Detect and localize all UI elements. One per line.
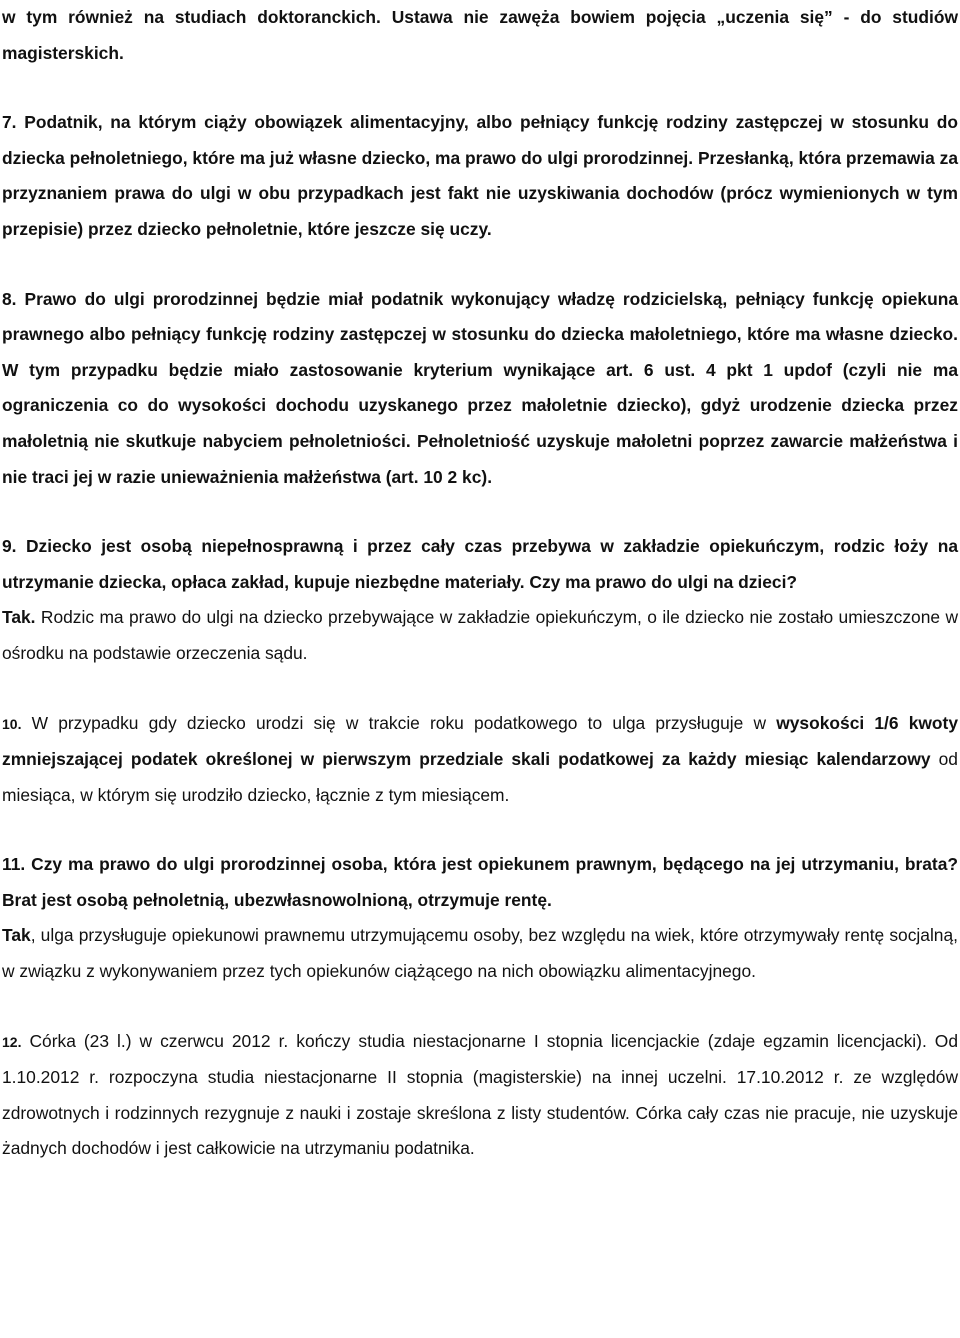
p8-text-d: Pełnoletniość uzyskuje małoletni poprzez zawarcie małżeństwa i nie traci jej w razie unieważnienia małżeństwa (art. 10 2 kc). xyxy=(2,430,959,487)
spacer xyxy=(2,71,958,105)
paragraph-9 xyxy=(2,529,958,600)
paragraph-12 xyxy=(2,1024,958,1167)
p9-text-a: 9. Dziecko jest osobą niepełnosprawną i przez cały czas przebywa w zakładzie opiekuńczym, rodzic łoży na utrzymanie dziecka, opłaca zakład, kupuje niezbędne materiały. xyxy=(2,536,958,592)
spacer xyxy=(2,813,958,847)
p10-text-b: wysokości 1/6 kwoty zmniejszającej podatek określonej w pierwszym przedziale skali podatkowej za każdy miesiąc kalendarzowy xyxy=(2,712,958,770)
paragraph-intro xyxy=(2,0,958,71)
p10-number: 10. xyxy=(2,715,22,732)
spacer xyxy=(2,495,958,529)
paragraph-11-answer xyxy=(2,918,958,989)
paragraph-10 xyxy=(2,706,958,814)
p12-text-a: Córka (23 l.) w czerwcu 2012 r. kończy studia niestacjonarne I stopnia licencjackie (zdaje egzamin licencjacki). Od 1.10.2012 r. rozpoczyna studia niestacjonarne II stopnia (magisterskie) na innej uczelni. 17.10.2012 r. ze względów zdrowotnych i rodzinnych rezygnuje z nauki i zostaje skreślona z listy studentów. Córka cały czas nie pracuje, nie uzyskuje żadnych dochodów i jest całkowicie na utrzymaniu podatnika. xyxy=(2,1030,958,1159)
p7-text-a: 7. Podatnik, na którym ciąży obowiązek alimentacyjny, albo pełniący funkcję rodziny zastępczej w stosunku do dziecka pełnoletniego, które ma już własne dziecko, ma prawo do ulgi prorodzinnej. xyxy=(2,112,958,168)
p9-text-b: Czy ma prawo do ulgi na dzieci? xyxy=(524,571,798,592)
paragraph-11 xyxy=(2,847,958,918)
spacer xyxy=(2,990,958,1024)
p7-text-b: Przesłanką, która przemawia za przyznaniem prawa do ulgi w obu przypadkach jest fakt nie uzyskiwania dochodów (prócz wymienionych w tym przepisie) przez dziecko pełnoletnie, które jeszcze się uczy. xyxy=(2,147,959,239)
p9-answer-label: Tak. xyxy=(2,607,36,628)
p11-answer-text: , ulga przysługuje opiekunowi prawnemu utrzymującemu osoby, bez względu na wiek, które otrzymywały rentę socjalną, w związku z wykonywaniem przez tych opiekunów ciążącego na nich obowiązku alimentacyjnego. xyxy=(2,925,958,982)
p8-text-b: W tym przypadku będzie miało zastosowanie kryterium wynikające art. 6 ust. xyxy=(2,359,696,380)
paragraph-9-answer xyxy=(2,600,958,671)
p8-text-a: 8. Prawo do ulgi prorodzinnej będzie miał podatnik wykonujący władzę rodzicielską, pełniący funkcję opiekuna prawnego albo pełniący funkcję rodziny zastępczej w stosunku do dziecka małoletniego, które ma własne dziecko. xyxy=(2,288,958,345)
p11-text-a: 11. Czy ma prawo do ulgi prorodzinnej osoba, która jest opiekunem prawnym, będącego na jej utrzymaniu, brata? xyxy=(2,854,958,875)
intro-text: w tym również na studiach doktoranckich. Ustawa nie zawęża bowiem pojęcia „uczenia się” - do studiów magisterskich. xyxy=(2,7,958,63)
paragraph-7 xyxy=(2,105,958,247)
spacer xyxy=(2,672,958,706)
p10-text-c: od miesiąca, w którym się urodziło dziecko, łącznie z tym miesiącem. xyxy=(2,749,958,805)
p11-answer-label: Tak xyxy=(2,925,31,946)
p8-text-c: 4 pkt 1 updof (czyli nie ma ograniczenia co do wysokości dochodu uzyskanego przez małoletnie dziecko), gdyż urodzenie dziecka przez małoletnią nie skutkuje nabyciem pełnoletniości. xyxy=(2,359,958,451)
p12-number: 12. xyxy=(2,1033,22,1050)
paragraph-8 xyxy=(2,282,958,496)
p11-text-b: Brat jest osobą pełnoletnią, ubezwłasnowolnioną, otrzymuje rentę. xyxy=(2,889,552,910)
p9-answer-text: Rodzic ma prawo do ulgi na dziecko przebywające w zakładzie opiekuńczym, o ile dziecko nie zostało umieszczone w ośrodku na podstawie orzeczenia sądu. xyxy=(2,607,958,663)
spacer xyxy=(2,248,958,282)
p10-text-a: W przypadku gdy dziecko urodzi się w trakcie roku podatkowego to ulga przysługuje w xyxy=(21,712,777,733)
